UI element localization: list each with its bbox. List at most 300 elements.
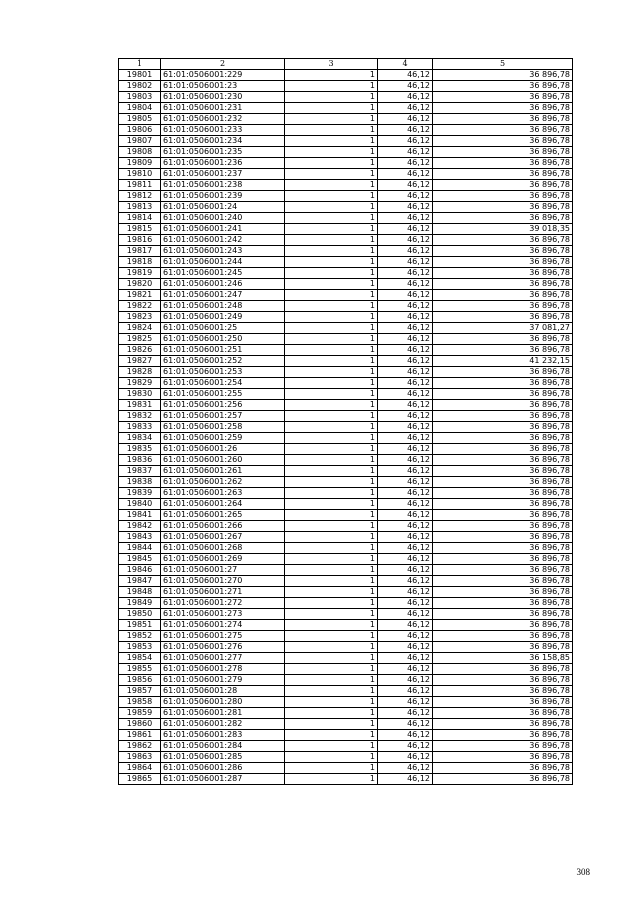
table-cell: 36 896,78 [433,378,573,389]
table-cell: 1 [285,345,378,356]
table-cell: 36 896,78 [433,686,573,697]
table-cell: 61:01:0506001:259 [161,433,285,444]
table-row [119,213,573,224]
table-cell: 1 [285,213,378,224]
table-row [119,169,573,180]
table-cell: 61:01:0506001:274 [161,620,285,631]
table-cell: 61:01:0506001:232 [161,114,285,125]
table-cell: 46,12 [378,81,433,92]
table-cell: 19801 [119,70,161,81]
table-cell: 61:01:0506001:279 [161,675,285,686]
table-cell: 36 896,78 [433,279,573,290]
table-cell: 36 896,78 [433,455,573,466]
table-cell: 46,12 [378,345,433,356]
table-cell: 1 [285,235,378,246]
table-cell: 46,12 [378,708,433,719]
table-cell: 46,12 [378,389,433,400]
table-row [119,587,573,598]
table-cell: 1 [285,543,378,554]
table-cell: 46,12 [378,587,433,598]
table-cell: 19857 [119,686,161,697]
table-cell: 61:01:0506001:271 [161,587,285,598]
table-cell: 61:01:0506001:23 [161,81,285,92]
table-cell: 61:01:0506001:278 [161,664,285,675]
table-cell: 36 896,78 [433,752,573,763]
table-cell: 19861 [119,730,161,741]
table-cell: 19818 [119,257,161,268]
table-cell: 19860 [119,719,161,730]
table-cell: 46,12 [378,719,433,730]
table-cell: 46,12 [378,356,433,367]
table-cell: 19832 [119,411,161,422]
table-row [119,730,573,741]
table-cell: 19862 [119,741,161,752]
table-row [119,356,573,367]
table-row [119,752,573,763]
table-cell: 46,12 [378,675,433,686]
table-cell: 46,12 [378,378,433,389]
table-cell: 1 [285,510,378,521]
table-cell: 36 896,78 [433,642,573,653]
table-cell: 46,12 [378,642,433,653]
table-cell: 61:01:0506001:262 [161,477,285,488]
table-cell: 46,12 [378,169,433,180]
table-cell: 1 [285,169,378,180]
table-row [119,367,573,378]
column-header-3: 3 [285,59,378,70]
table-cell: 19821 [119,290,161,301]
table-row [119,136,573,147]
table-row [119,620,573,631]
table-cell: 46,12 [378,246,433,257]
table-cell: 1 [285,257,378,268]
table-cell: 37 081,27 [433,323,573,334]
table-cell: 36 896,78 [433,125,573,136]
table-cell: 19859 [119,708,161,719]
table-row [119,433,573,444]
table-cell: 61:01:0506001:246 [161,279,285,290]
table-cell: 19808 [119,147,161,158]
table-cell: 19825 [119,334,161,345]
table-row [119,279,573,290]
table-cell: 36 896,78 [433,609,573,620]
table-cell: 36 896,78 [433,345,573,356]
table-cell: 19831 [119,400,161,411]
table-cell: 36 896,78 [433,565,573,576]
table-row [119,466,573,477]
table-cell: 46,12 [378,268,433,279]
table-cell: 46,12 [378,334,433,345]
table-cell: 46,12 [378,323,433,334]
table-row [119,565,573,576]
table-cell: 1 [285,455,378,466]
table-cell: 61:01:0506001:234 [161,136,285,147]
table-row [119,455,573,466]
table-cell: 61:01:0506001:242 [161,235,285,246]
table-cell: 61:01:0506001:28 [161,686,285,697]
table-cell: 1 [285,290,378,301]
table-cell: 1 [285,356,378,367]
table-cell: 36 896,78 [433,70,573,81]
table-cell: 36 896,78 [433,81,573,92]
table-cell: 46,12 [378,741,433,752]
table-cell: 46,12 [378,499,433,510]
table-cell: 1 [285,752,378,763]
table-row [119,202,573,213]
table-cell: 61:01:0506001:247 [161,290,285,301]
table-cell: 46,12 [378,598,433,609]
table-cell: 19844 [119,543,161,554]
table-row [119,719,573,730]
table-row [119,444,573,455]
table-row [119,81,573,92]
table-row [119,92,573,103]
table-cell: 61:01:0506001:268 [161,543,285,554]
table-cell: 1 [285,499,378,510]
table-cell: 61:01:0506001:284 [161,741,285,752]
table-cell: 61:01:0506001:285 [161,752,285,763]
table-cell: 46,12 [378,92,433,103]
table-row [119,268,573,279]
table-cell: 61:01:0506001:257 [161,411,285,422]
table-row [119,301,573,312]
table-cell: 1 [285,719,378,730]
table-cell: 46,12 [378,290,433,301]
table-cell: 46,12 [378,697,433,708]
table-cell: 1 [285,224,378,235]
table-cell: 46,12 [378,103,433,114]
table-cell: 61:01:0506001:261 [161,466,285,477]
table-cell: 19856 [119,675,161,686]
table-cell: 36 896,78 [433,521,573,532]
table-cell: 1 [285,598,378,609]
table-row [119,631,573,642]
table-cell: 46,12 [378,70,433,81]
table-cell: 36 896,78 [433,235,573,246]
table-row [119,609,573,620]
table-cell: 36 896,78 [433,246,573,257]
table-cell: 36 896,78 [433,466,573,477]
table-cell: 36 896,78 [433,301,573,312]
table-row [119,686,573,697]
table-cell: 61:01:0506001:265 [161,510,285,521]
table-cell: 61:01:0506001:233 [161,125,285,136]
table-cell: 61:01:0506001:243 [161,246,285,257]
table-row [119,477,573,488]
table-cell: 1 [285,532,378,543]
table-row [119,675,573,686]
table-cell: 41 232,15 [433,356,573,367]
table-cell: 19850 [119,609,161,620]
table-cell: 19810 [119,169,161,180]
table-row [119,708,573,719]
table-cell: 36 896,78 [433,213,573,224]
table-cell: 36 896,78 [433,191,573,202]
table-cell: 36 896,78 [433,631,573,642]
table-cell: 36 896,78 [433,136,573,147]
table-cell: 19805 [119,114,161,125]
table-cell: 46,12 [378,312,433,323]
table-header-row [119,59,573,70]
table-cell: 36 896,78 [433,257,573,268]
table-row [119,345,573,356]
table-cell: 19846 [119,565,161,576]
table-cell: 46,12 [378,191,433,202]
table-cell: 61:01:0506001:281 [161,708,285,719]
column-header-2: 2 [161,59,285,70]
table-cell: 1 [285,664,378,675]
table-cell: 36 896,78 [433,422,573,433]
table-cell: 61:01:0506001:276 [161,642,285,653]
table-cell: 1 [285,587,378,598]
table-cell: 1 [285,466,378,477]
table-cell: 19820 [119,279,161,290]
table-cell: 19830 [119,389,161,400]
table-cell: 36 896,78 [433,433,573,444]
table-cell: 19852 [119,631,161,642]
table-cell: 1 [285,92,378,103]
table-cell: 36 896,78 [433,169,573,180]
table-cell: 36 896,78 [433,510,573,521]
table-cell: 19853 [119,642,161,653]
table-cell: 46,12 [378,235,433,246]
table-cell: 1 [285,147,378,158]
table-body [119,70,573,785]
table-cell: 19829 [119,378,161,389]
table-cell: 19803 [119,92,161,103]
table-row [119,235,573,246]
table-cell: 1 [285,81,378,92]
table-cell: 19811 [119,180,161,191]
table-cell: 46,12 [378,466,433,477]
table-cell: 36 158,85 [433,653,573,664]
table-cell: 19812 [119,191,161,202]
table-row [119,290,573,301]
page-number: 308 [576,867,590,877]
table-cell: 61:01:0506001:252 [161,356,285,367]
table-row [119,411,573,422]
table-cell: 1 [285,378,378,389]
table-cell: 1 [285,191,378,202]
table-cell: 19824 [119,323,161,334]
table-row [119,741,573,752]
table-row [119,488,573,499]
table-cell: 61:01:0506001:258 [161,422,285,433]
table-cell: 19863 [119,752,161,763]
table-cell: 19851 [119,620,161,631]
table-cell: 19854 [119,653,161,664]
table-cell: 1 [285,323,378,334]
table-cell: 61:01:0506001:282 [161,719,285,730]
table-cell: 46,12 [378,367,433,378]
table-cell: 46,12 [378,400,433,411]
table-row [119,664,573,675]
table-row [119,499,573,510]
table-cell: 19839 [119,488,161,499]
table-cell: 36 896,78 [433,202,573,213]
table-row [119,378,573,389]
table-cell: 61:01:0506001:286 [161,763,285,774]
table-cell: 61:01:0506001:241 [161,224,285,235]
table-cell: 61:01:0506001:230 [161,92,285,103]
table-cell: 61:01:0506001:251 [161,345,285,356]
table-cell: 46,12 [378,730,433,741]
table-cell: 36 896,78 [433,367,573,378]
table-row [119,70,573,81]
table-cell: 46,12 [378,686,433,697]
table-cell: 19842 [119,521,161,532]
table-cell: 36 896,78 [433,103,573,114]
table-row [119,224,573,235]
table-cell: 46,12 [378,565,433,576]
table-cell: 19837 [119,466,161,477]
table-cell: 61:01:0506001:25 [161,323,285,334]
table-row [119,598,573,609]
table-cell: 61:01:0506001:272 [161,598,285,609]
table-cell: 36 896,78 [433,334,573,345]
table-cell: 1 [285,246,378,257]
column-header-1: 1 [119,59,161,70]
table-cell: 1 [285,609,378,620]
table-cell: 46,12 [378,620,433,631]
table-cell: 1 [285,653,378,664]
table-cell: 19849 [119,598,161,609]
table-cell: 1 [285,422,378,433]
table-cell: 19838 [119,477,161,488]
table-cell: 19822 [119,301,161,312]
table-cell: 36 896,78 [433,719,573,730]
table-cell: 36 896,78 [433,400,573,411]
table-cell: 1 [285,268,378,279]
table-cell: 1 [285,312,378,323]
table-row [119,653,573,664]
table-cell: 46,12 [378,257,433,268]
table-cell: 61:01:0506001:273 [161,609,285,620]
table-cell: 19858 [119,697,161,708]
table-cell: 36 896,78 [433,675,573,686]
table-cell: 19804 [119,103,161,114]
table-cell: 1 [285,477,378,488]
table-cell: 1 [285,411,378,422]
table-cell: 46,12 [378,136,433,147]
table-cell: 1 [285,488,378,499]
table-cell: 46,12 [378,422,433,433]
table-cell: 46,12 [378,664,433,675]
table-cell: 61:01:0506001:250 [161,334,285,345]
table-cell: 36 896,78 [433,268,573,279]
table-cell: 36 896,78 [433,576,573,587]
table-cell: 46,12 [378,554,433,565]
table-cell: 61:01:0506001:27 [161,565,285,576]
table-cell: 1 [285,763,378,774]
table-cell: 36 896,78 [433,158,573,169]
table-cell: 46,12 [378,433,433,444]
table-cell: 1 [285,675,378,686]
table-cell: 61:01:0506001:235 [161,147,285,158]
table-cell: 61:01:0506001:240 [161,213,285,224]
table-cell: 36 896,78 [433,697,573,708]
table-cell: 1 [285,444,378,455]
table-cell: 19813 [119,202,161,213]
table-cell: 1 [285,125,378,136]
table-cell: 19841 [119,510,161,521]
table-cell: 61:01:0506001:26 [161,444,285,455]
table-cell: 1 [285,631,378,642]
table-cell: 61:01:0506001:244 [161,257,285,268]
table-cell: 1 [285,136,378,147]
table-cell: 46,12 [378,114,433,125]
table-cell: 46,12 [378,455,433,466]
table-cell: 61:01:0506001:231 [161,103,285,114]
table-cell: 61:01:0506001:255 [161,389,285,400]
table-cell: 1 [285,202,378,213]
table-cell: 19840 [119,499,161,510]
data-table [118,58,573,785]
table-cell: 61:01:0506001:263 [161,488,285,499]
table-row [119,422,573,433]
table-cell: 36 896,78 [433,730,573,741]
table-cell: 19843 [119,532,161,543]
table-cell: 19809 [119,158,161,169]
table-cell: 46,12 [378,631,433,642]
table-row [119,312,573,323]
table-cell: 19845 [119,554,161,565]
table-cell: 46,12 [378,202,433,213]
table-row [119,576,573,587]
table-cell: 19834 [119,433,161,444]
table-row [119,246,573,257]
table-row [119,554,573,565]
table-cell: 61:01:0506001:24 [161,202,285,213]
table-cell: 36 896,78 [433,92,573,103]
table-cell: 61:01:0506001:287 [161,774,285,785]
table-cell: 61:01:0506001:267 [161,532,285,543]
table-row [119,510,573,521]
table-cell: 61:01:0506001:236 [161,158,285,169]
table-cell: 1 [285,433,378,444]
table-row [119,158,573,169]
table-row [119,763,573,774]
table-cell: 61:01:0506001:264 [161,499,285,510]
table-cell: 19827 [119,356,161,367]
table-cell: 61:01:0506001:238 [161,180,285,191]
table-cell: 39 018,35 [433,224,573,235]
table-cell: 36 896,78 [433,499,573,510]
table-cell: 19836 [119,455,161,466]
table-cell: 46,12 [378,510,433,521]
table-cell: 19823 [119,312,161,323]
table-cell: 19847 [119,576,161,587]
table-cell: 46,12 [378,521,433,532]
table-row [119,642,573,653]
table-cell: 36 896,78 [433,389,573,400]
table-cell: 61:01:0506001:283 [161,730,285,741]
table-cell: 61:01:0506001:237 [161,169,285,180]
table-cell: 36 896,78 [433,114,573,125]
table-cell: 46,12 [378,444,433,455]
table-cell: 36 896,78 [433,444,573,455]
table-cell: 61:01:0506001:270 [161,576,285,587]
table-cell: 36 896,78 [433,620,573,631]
table-cell: 1 [285,367,378,378]
table-cell: 46,12 [378,543,433,554]
table-row [119,543,573,554]
table-cell: 1 [285,334,378,345]
table-row [119,323,573,334]
table-cell: 36 896,78 [433,587,573,598]
table-cell: 61:01:0506001:253 [161,367,285,378]
table-cell: 1 [285,774,378,785]
